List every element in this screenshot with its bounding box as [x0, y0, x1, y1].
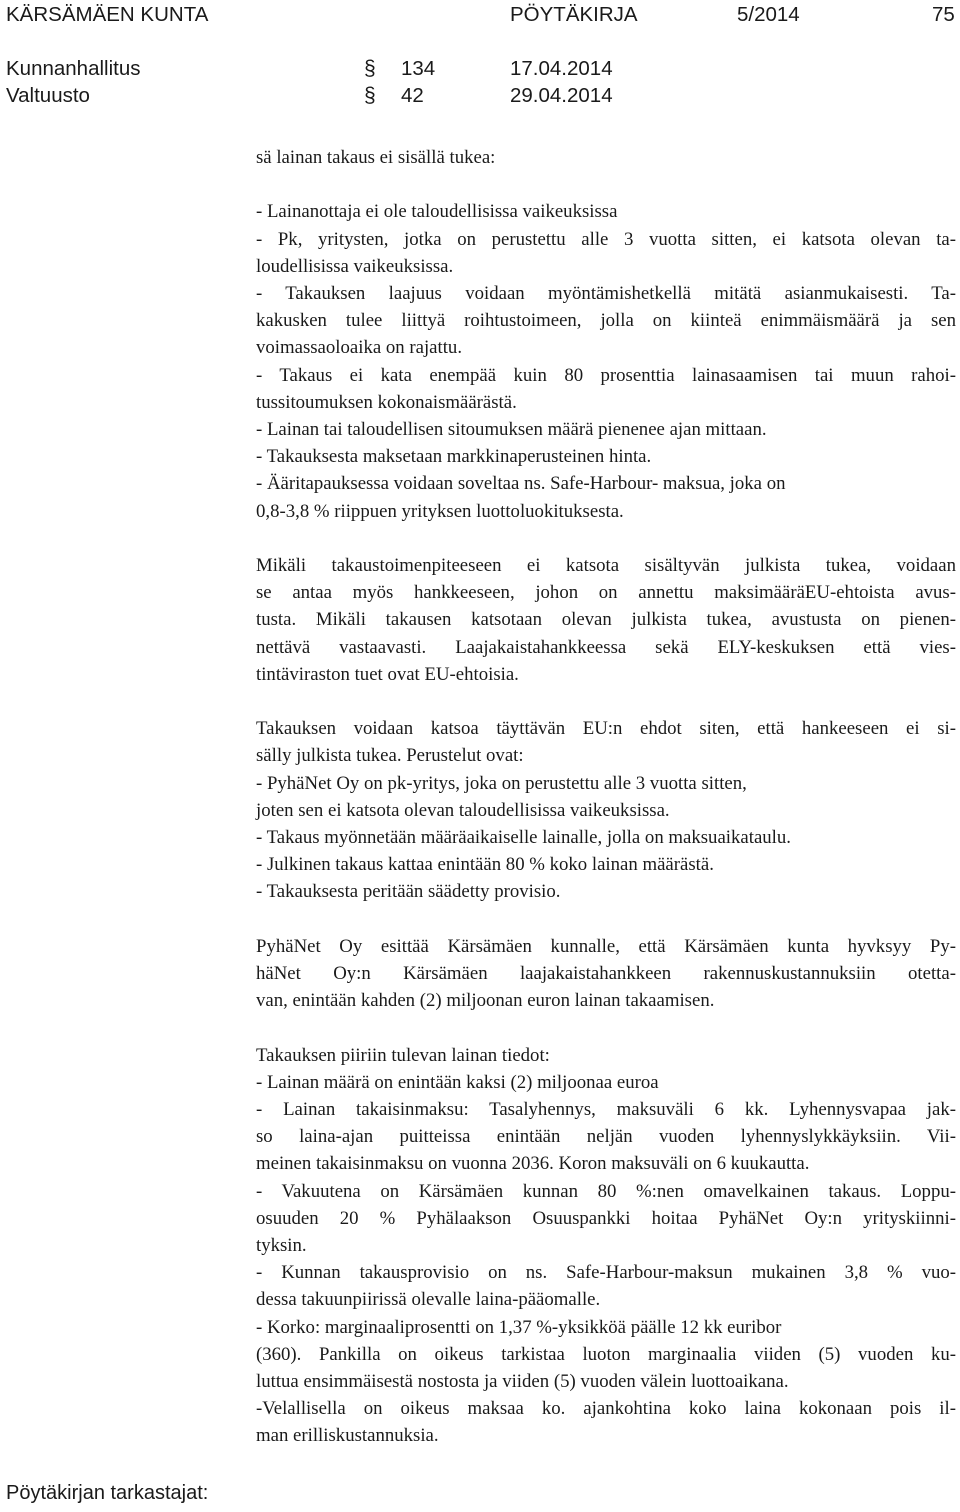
paragraph-spacer: [256, 688, 956, 715]
text-line: Mikäli takaustoimenpiteeseen ei katsota sisältyvän julkista tukea, voidaan: [256, 555, 956, 577]
text-line: -Velallisella on oikeus maksaa ko. ajankohtina koko laina kokonaan pois il-: [256, 1398, 956, 1420]
text-line: sä lainan takaus ei sisällä tukea:: [256, 147, 496, 168]
text-line: - Takaus myönnetään määräaikaiselle lainalle, jolla on maksuaikataulu.: [256, 827, 791, 849]
paragraph: [256, 1042, 956, 1450]
text-line: tussitoumuksen kokonaismäärästä.: [256, 391, 517, 413]
document-type: PÖYTÄKIRJA: [510, 3, 638, 26]
issue-number: 5/2014: [737, 3, 800, 26]
text-line: 0,8-3,8 % riippuen yrityksen luottoluokituksesta.: [256, 500, 624, 522]
text-line: - Lainan takaisinmaksu: Tasalyhennys, maksuväli 6 kk. Lyhennysvapaa jak-: [256, 1099, 956, 1121]
text-line: - Takauksesta maksetaan markkinaperusteinen hinta.: [256, 446, 652, 468]
text-line: - Julkinen takaus kattaa enintään 80 % koko lainan määrästä.: [256, 854, 714, 876]
text-line: - Lainan määrä on enintään kaksi (2) miljoonaa euroa: [256, 1071, 659, 1093]
text-line: - Korko: marginaaliprosentti on 1,37 %-yksikköä päälle 12 kk euribor: [256, 1316, 782, 1338]
municipality-name: KÄRSÄMÄEN KUNTA: [6, 3, 209, 26]
text-line: voimassaoloaika on rajattu.: [256, 337, 463, 359]
text-line: - Takauksen laajuus voidaan myöntämishetkellä mitätä asianmukaisesti. Ta-: [256, 283, 956, 304]
page-number: 75: [932, 3, 955, 26]
text-line: osuuden 20 % Pyhälaakson Osuuspankki hoitaa PyhäNet Oy:n yrityskiinni-: [256, 1207, 956, 1229]
section-sign-icon: §: [364, 57, 376, 80]
text-line: - Lainanottaja ei ole taloudellisissa vaikeuksissa: [256, 201, 618, 223]
text-line: - Vakuutena on Kärsämäen kunnan 80 %:nen omavelkainen takaus. Loppu-: [256, 1180, 956, 1202]
paragraph-spacer: [256, 171, 956, 198]
text-line: PyhäNet Oy esittää Kärsämäen kunnalle, että Kärsämäen kunta hyvksyy Py-: [256, 935, 956, 957]
text-line: meinen takaisinmaksu on vuonna 2036. Koron maksuväli on 6 kuukautta.: [256, 1153, 810, 1175]
paragraph: [256, 198, 956, 524]
document-body: [256, 144, 956, 1450]
text-line: tyksin.: [256, 1235, 307, 1257]
text-line: - Kunnan takausprovisio on ns. Safe-Harbour-maksun mukainen 3,8 % vuo-: [256, 1262, 956, 1284]
text-line: - Lainan tai taloudellisen sitoumuksen määrä pienenee ajan mittaan.: [256, 419, 767, 441]
text-line: tintäviraston tuet ovat EU-ehtoisia.: [256, 663, 519, 685]
paragraph: [256, 144, 956, 171]
text-line: sälly julkista tukea. Perustelut ovat:: [256, 745, 524, 767]
text-line: joten sen ei katsota olevan taloudellisissa vaikeuksissa.: [256, 799, 670, 821]
paragraph-spacer: [256, 1014, 956, 1041]
text-line: van, enintään kahden (2) miljoonan euron lainan takaamisen.: [256, 990, 715, 1012]
text-line: loudellisissa vaikeuksissa.: [256, 255, 454, 277]
text-line: häNet Oy:n Kärsämäen laajakaistahankkeen rakennuskustannuksiin otetta-: [256, 963, 956, 985]
paragraph: [256, 933, 956, 1015]
paragraph-spacer: [256, 525, 956, 552]
text-line: so laina-ajan puitteissa enintään neljän vuoden lyhennyslykkäyksiin. Vii-: [256, 1126, 956, 1148]
text-line: - Takauksesta peritään säädetty provisio.: [256, 881, 561, 903]
paragraph: [256, 552, 956, 688]
paragraph-spacer: [256, 906, 956, 933]
text-line: luttua ensimmäisestä nostosta ja viiden (5) vuoden välein luottoaikana.: [256, 1371, 789, 1393]
text-line: - PyhäNet Oy on pk-yritys, joka on perustettu alle 3 vuotta sitten,: [256, 772, 747, 794]
board-name: Valtuusto: [6, 84, 90, 107]
board-name: Kunnanhallitus: [6, 57, 141, 80]
meeting-date: 29.04.2014: [510, 84, 613, 107]
text-line: se antaa myös hankkeeseen, johon on annettu maksimääräEU-ehtoista avus-: [256, 582, 956, 604]
text-line: (360). Pankilla on oikeus tarkistaa luoton marginaalia viiden (5) vuoden ku-: [256, 1343, 956, 1365]
meeting-date: 17.04.2014: [510, 57, 613, 80]
section-number: 134: [401, 57, 436, 80]
paragraph: [256, 715, 956, 905]
section-number: 42: [401, 84, 424, 107]
text-line: - Ääritapauksessa voidaan soveltaa ns. Safe-Harbour- maksua, joka on: [256, 473, 786, 495]
text-line: Takauksen voidaan katsoa täyttävän EU:n ehdot siten, että hankeeseen ei si-: [256, 718, 956, 740]
text-line: Takauksen piiriin tulevan lainan tiedot:: [256, 1044, 550, 1066]
text-line: dessa takuunpiirissä olevalle laina-pääomalle.: [256, 1289, 601, 1311]
text-line: man erilliskustannuksia.: [256, 1425, 439, 1447]
text-line: - Pk, yritysten, jotka on perustettu alle 3 vuotta sitten, ei katsota olevan ta-: [256, 228, 956, 250]
text-line: nettävä vastaavasti. Laajakaistahankkeessa sekä ELY-keskuksen että vies-: [256, 636, 956, 658]
minutes-reviewers-label: Pöytäkirjan tarkastajat:: [6, 1482, 209, 1504]
text-line: kakusken tulee liittyä roihtustoimeen, jolla on kiinteä enimmäismäärä ja sen: [256, 310, 956, 332]
section-sign-icon: §: [364, 84, 376, 107]
text-line: tusta. Mikäli takausen katsotaan olevan julkista tukea, avustusta on pienen-: [256, 609, 956, 631]
text-line: - Takaus ei kata enempää kuin 80 prosenttia lainasaamisen tai muun rahoi-: [256, 364, 956, 386]
